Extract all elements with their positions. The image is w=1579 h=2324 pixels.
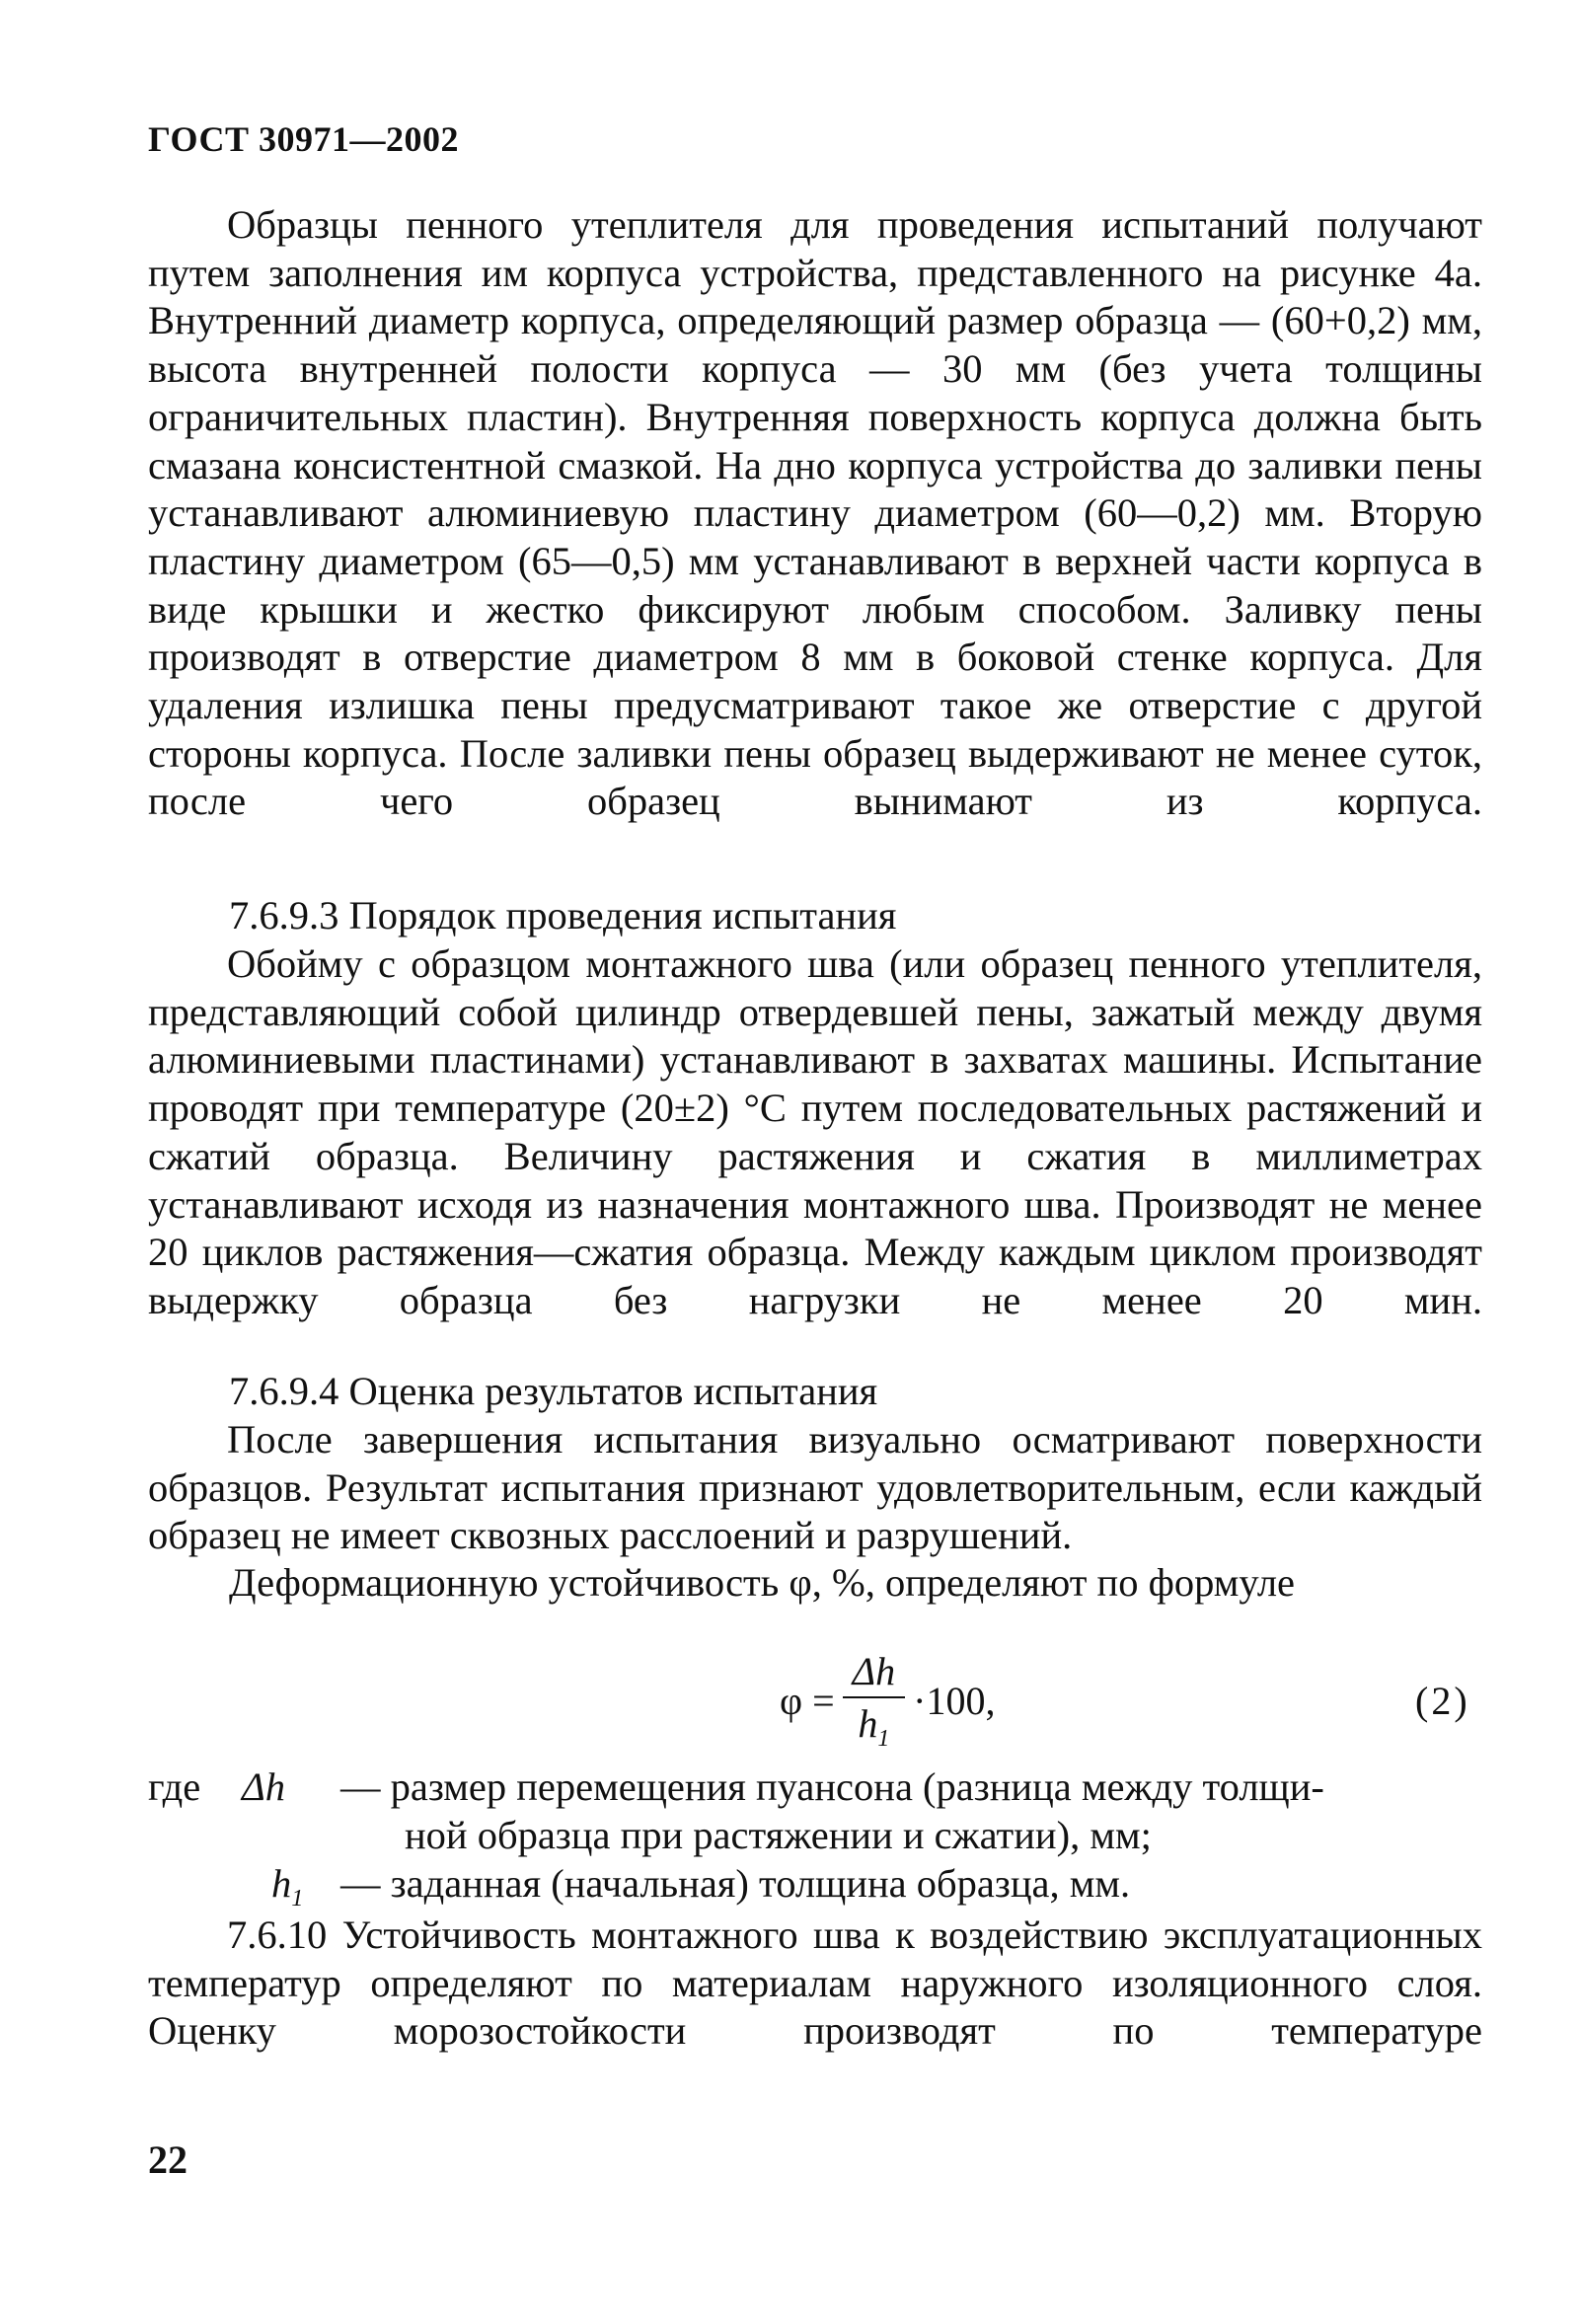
where-term-h1-sub: 1 <box>291 1885 304 1912</box>
paragraph-7-6-10: 7.6.10 Устойчивость монтажного шва к воздействию эксплуатационных температур определяют по материалам наружного изоляционного слоя. Оценку морозостойкости производят по температуре <box>148 1912 1482 2054</box>
paragraph-test-procedure: Обойму с образцом монтажного шва (или образец пенного утеплителя, представляющий собой цилиндр отвердевшей пены, зажатый между двумя алюминиевыми пластинами) устанавливают в захватах машины. Испытание проводят при температуре (20±2) °С путем последовательных растяжений и сжатий образца. Величину растяжения и сжатия в миллиметрах устанавливают исходя из назначения монтажного шва. Производят не менее 20 циклов растяжения—сжатия образца. Между каждым циклом производят выдержку образца без нагрузки не менее 20 мин. <box>148 941 1482 1322</box>
formula-deformation-stability <box>780 1646 995 1755</box>
formula-denominator-sub: 1 <box>877 1726 890 1752</box>
where-term-delta-h: Δh <box>242 1764 286 1809</box>
where-definition-delta-h: — размер перемещения пуансона (разница между толщи- <box>340 1764 1324 1809</box>
formula-fraction <box>843 1648 905 1753</box>
formula-lhs: φ = <box>780 1678 835 1723</box>
paragraph-formula-intro: Деформационную устойчивость φ, %, определяют по формуле <box>229 1560 1296 1605</box>
where-label: где <box>148 1764 201 1809</box>
section-heading-7-6-9-4: 7.6.9.4 Оценка результатов испытания <box>229 1369 878 1413</box>
document-header: ГОСТ 30971—2002 <box>148 119 459 159</box>
equation-number: (2) <box>1415 1679 1470 1723</box>
page-number: 22 <box>148 2137 188 2182</box>
formula-rhs: ·100, <box>913 1678 996 1723</box>
formula-numerator: Δh <box>843 1648 905 1698</box>
formula-denominator-base: h <box>858 1701 878 1746</box>
where-definition-delta-h-cont: ной образца при растяжении и сжатии), мм; <box>405 1813 1152 1857</box>
where-term-h1-base: h <box>271 1861 292 1906</box>
paragraph-result-evaluation: После завершения испытания визуально осматривают поверхности образцов. Результат испытания признают удовлетворительным, если каждый образец не имеет сквозных расслоений и разрушений. <box>148 1417 1482 1558</box>
paragraph-sample-preparation: Образцы пенного утеплителя для проведения испытаний получают путем заполнения им корпуса устройства, представленного на рисунке 4а. Внутренний диаметр корпуса, определяющий размер образца — (60+0,2) мм, высота внутренней полости корпуса — 30 мм (без учета толщины ограничительных пластин). Внутренняя поверхность корпуса должна быть смазана консистентной смазкой. На дно корпуса устройства до заливки пены устанавливают алюминиевую пластину диаметром (60—0,2) мм. Вторую пластину диаметром (65—0,5) мм устанавливают в верхней части корпуса в виде крышки и жестко фиксируют любым способом. Заливку пены производят в отверстие диаметром 8 мм в боковой стенке корпуса. Для удаления излишка пены предусматривают такое же отверстие с другой стороны корпуса. После заливки пены образец выдерживают не менее суток, после чего образец вынимают из корпуса. <box>148 202 1482 824</box>
section-heading-7-6-9-3: 7.6.9.3 Порядок проведения испытания <box>229 893 897 937</box>
where-definition-h1: — заданная (начальная) толщина образца, мм. <box>340 1861 1131 1906</box>
formula-denominator <box>858 1698 889 1753</box>
